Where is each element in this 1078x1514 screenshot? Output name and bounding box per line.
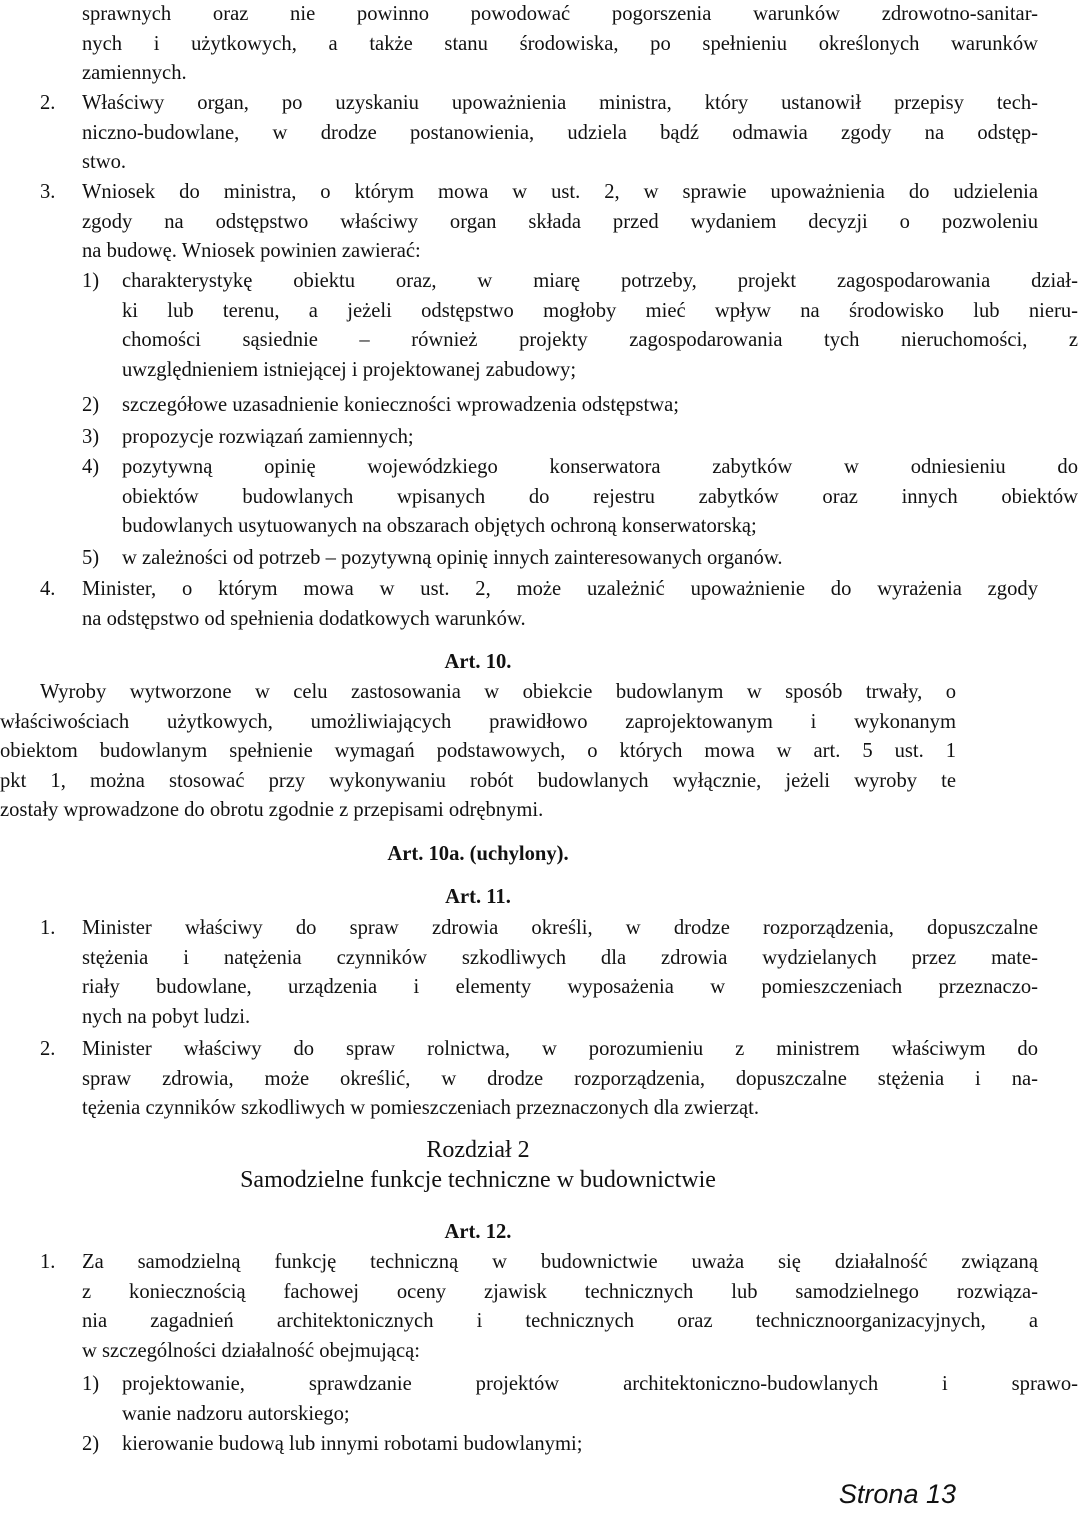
text-line: Wniosek do ministra, o którym mowa w ust. 2, w sprawie upoważnienia do udzielenia xyxy=(82,181,1038,203)
text-line: zamiennych. xyxy=(82,62,187,85)
list-item xyxy=(0,391,1078,421)
paragraph-continuation xyxy=(0,0,1038,89)
text-line: obiektów budowlanych wpisanych do rejestru zabytków oraz innych obiektów xyxy=(122,485,1078,508)
text-line: propozycje rozwiązań zamiennych; xyxy=(122,426,414,448)
text-line: budowlanych usytuowanych na obszarach objętych ochroną konserwatorską; xyxy=(122,515,757,538)
text-line: kierowanie budową lub innymi robotami budowlanymi; xyxy=(122,1433,583,1455)
list-item-number: 1) xyxy=(82,270,100,292)
chapter-heading: Rozdział 2 xyxy=(426,1137,530,1163)
article-11-paragraph-1 xyxy=(0,914,1038,1032)
list-item xyxy=(0,1430,1078,1460)
text-line: chomości sąsiednie – również projekty zagospodarowania tych nieruchomości, z xyxy=(122,329,1078,352)
paragraph-number: 1. xyxy=(40,1251,56,1273)
text-line: pkt 1, można stosować przy wykonywaniu robót budowlanych wyłącznie, jeżeli wyroby te xyxy=(0,769,956,792)
list-item-number: 1) xyxy=(82,1373,100,1395)
text-line: w szczególności działalność obejmującą: xyxy=(82,1339,420,1362)
text-line: zgody na odstępstwo właściwy organ składa przed wydaniem decyzji o pozwoleniu xyxy=(82,210,1038,233)
paragraph-number: 2. xyxy=(40,1038,56,1060)
paragraph-number: 3. xyxy=(40,181,56,203)
text-line: projektowanie, sprawdzanie projektów architektoniczno-budowlanych i sprawo- xyxy=(122,1373,1078,1395)
text-line: niczno-budowlane, w drodze postanowienia, udziela bądź odmawia zgody na odstęp- xyxy=(82,121,1038,144)
text-line: sprawnych oraz nie powinno powodować pogorszenia warunków zdrowotno-sanitar- xyxy=(82,3,1038,25)
chapter-title: Samodzielne funkcje techniczne w budownictwie xyxy=(240,1167,716,1193)
list-item xyxy=(0,423,1078,453)
article-10-text xyxy=(0,678,956,826)
text-line: Właściwy organ, po uzyskaniu upoważnienia ministra, który ustanowił przepisy tech- xyxy=(82,92,1038,114)
article-12-paragraph-1 xyxy=(0,1248,1038,1366)
text-line: nych na pobyt ludzi. xyxy=(82,1005,251,1028)
text-line: Minister, o którym mowa w ust. 2, może uzależnić upoważnienie do wyrażenia zgody xyxy=(82,578,1038,600)
text-line: z koniecznością fachowej oceny zjawisk technicznych lub samodzielnego rozwiąza- xyxy=(82,1280,1038,1303)
article-heading: Art. 12. xyxy=(444,1221,512,1243)
paragraph-number: 4. xyxy=(40,578,56,600)
list-item-number: 3) xyxy=(82,426,100,448)
paragraph-number: 2. xyxy=(40,92,56,114)
text-line: nych i użytkowych, a także stanu środowiska, po spełnieniu określonych warunków xyxy=(82,32,1038,55)
list-item xyxy=(0,1370,1078,1429)
text-line: w zależności od potrzeb – pozytywną opinię innych zainteresowanych organów. xyxy=(122,547,783,569)
paragraph-number: 1. xyxy=(40,917,56,939)
article-heading: Art. 10a. (uchylony). xyxy=(387,843,569,865)
text-line: szczegółowe uzasadnienie konieczności wprowadzenia odstępstwa; xyxy=(122,394,679,416)
text-line: na budowę. Wniosek powinien zawierać: xyxy=(82,240,421,263)
paragraph-3 xyxy=(0,178,1038,267)
text-line: nia zagadnień architektonicznych i technicznych oraz technicznoorganizacyjnych, a xyxy=(82,1310,1038,1333)
text-line: Wyroby wytworzone w celu zastosowania w obiekcie budowlanym w sposób trwały, o xyxy=(40,681,956,703)
text-line: spraw zdrowia, może określić, w drodze rozporządzenia, dopuszczalne stężenia i na- xyxy=(82,1067,1038,1090)
paragraph-2 xyxy=(0,89,1038,178)
text-line: riały budowlane, urządzenia i elementy wyposażenia w pomieszczeniach przeznaczo- xyxy=(82,976,1038,999)
text-line: Za samodzielną funkcję techniczną w budownictwie uważa się działalność związaną xyxy=(82,1251,1038,1273)
text-line: tężenia czynników szkodliwych w pomieszczeniach przeznaczonych dla zwierząt. xyxy=(82,1097,759,1120)
text-line: stężenia i natężenia czynników szkodliwych dla zdrowia wydzielanych przez mate- xyxy=(82,946,1038,969)
text-line: wanie nadzoru autorskiego; xyxy=(122,1402,350,1425)
page-number: Strona 13 xyxy=(838,1479,956,1509)
text-line: obiektom budowlanym spełnienie wymagań podstawowych, o których mowa w art. 5 ust. 1 xyxy=(0,740,956,763)
paragraph-4 xyxy=(0,575,1038,634)
article-heading: Art. 10. xyxy=(444,651,512,673)
list-item-number: 2) xyxy=(82,1433,100,1455)
article-11-paragraph-2 xyxy=(0,1035,1038,1124)
list-item-number: 5) xyxy=(82,547,100,569)
text-line: pozytywną opinię wojewódzkiego konserwatora zabytków w odniesieniu do xyxy=(122,456,1078,478)
text-line: uwzględnieniem istniejącej i projektowanej zabudowy; xyxy=(122,358,577,381)
text-line: na odstępstwo od spełnienia dodatkowych warunków. xyxy=(82,607,526,630)
text-line: zostały wprowadzone do obrotu zgodnie z przepisami odrębnymi. xyxy=(0,799,544,822)
text-line: właściwościach użytkowych, umożliwiających prawidłowo zaprojektowanym i wykonanym xyxy=(0,710,956,733)
list-item-number: 4) xyxy=(82,456,100,478)
text-line: Minister właściwy do spraw rolnictwa, w porozumieniu z ministrem właściwym do xyxy=(82,1038,1038,1060)
list-item xyxy=(0,544,1078,574)
list-item-number: 2) xyxy=(82,394,100,416)
text-line: ki lub terenu, a jeżeli odstępstwo mogłoby mieć wpływ na środowisko lub nieru- xyxy=(122,299,1078,322)
text-line: stwo. xyxy=(82,151,127,174)
text-line: charakterystykę obiektu oraz, w miarę potrzeby, projekt zagospodarowania dział- xyxy=(122,270,1078,292)
text-line: Minister właściwy do spraw zdrowia określi, w drodze rozporządzenia, dopuszczalne xyxy=(82,917,1038,939)
list-item xyxy=(0,267,1078,385)
list-item xyxy=(0,453,1078,542)
article-heading: Art. 11. xyxy=(445,886,511,908)
